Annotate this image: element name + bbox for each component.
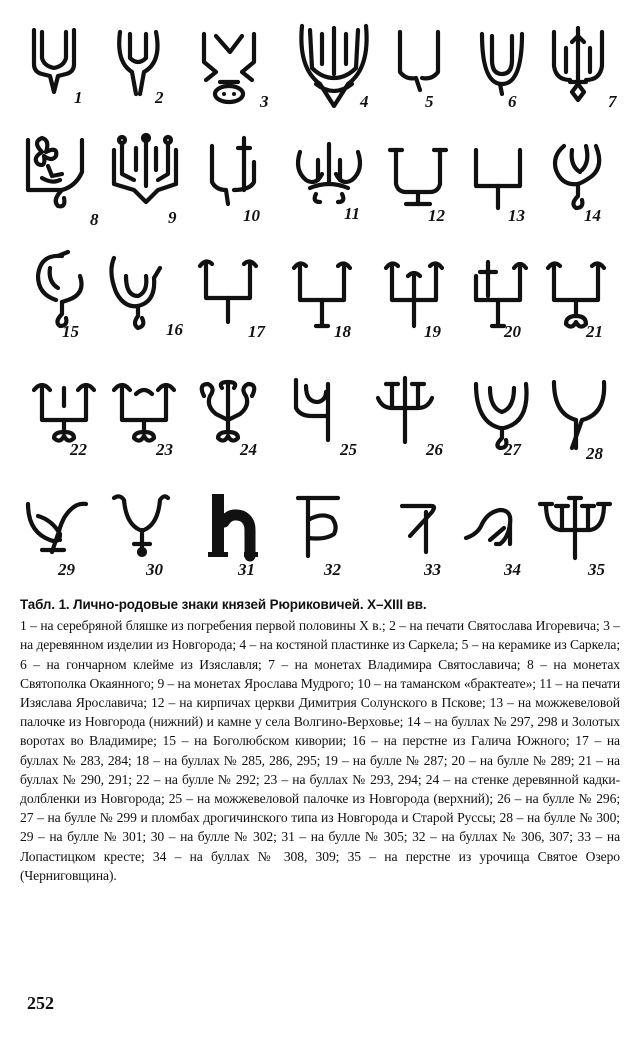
sign-label: 32 xyxy=(324,560,341,579)
sign-12 xyxy=(386,140,454,210)
sign-label: 33 xyxy=(424,560,441,579)
sign-label: 9 xyxy=(168,208,177,227)
sign-19 xyxy=(382,254,446,330)
page-number: 252 xyxy=(27,993,54,1013)
sign-label: 2 xyxy=(155,88,164,107)
sign-label: 12 xyxy=(428,206,445,225)
table-caption xyxy=(20,595,620,885)
sign-label: 7 xyxy=(608,92,617,111)
sign-label: 27 xyxy=(504,440,521,459)
sign-35 xyxy=(540,492,610,564)
sign-label: 11 xyxy=(344,204,361,223)
sign-7 xyxy=(548,22,612,102)
sign-17 xyxy=(196,252,260,328)
sign-label: 8 xyxy=(90,210,99,229)
sign-label: 29 xyxy=(58,560,75,579)
sign-label: 25 xyxy=(340,440,357,459)
sign-label: 19 xyxy=(424,322,441,341)
sign-24 xyxy=(194,376,264,446)
sign-label: 13 xyxy=(508,206,525,225)
sign-3 xyxy=(196,22,266,112)
sign-18 xyxy=(290,254,354,330)
sign-label: 31 xyxy=(238,560,255,579)
sign-label: 4 xyxy=(360,92,369,111)
sign-label: 21 xyxy=(586,322,603,341)
sign-label: 20 xyxy=(504,322,521,341)
sign-label: 26 xyxy=(426,440,443,459)
caption-title: Табл. 1. Лично-родовые знаки князей Рюриковичей. X–XIII вв. xyxy=(20,597,427,612)
sign-13 xyxy=(468,140,530,210)
sign-label: 16 xyxy=(166,320,183,339)
caption-body: 1 – на серебряной бляшке из погребения первой половины X в.; 2 – на печати Святослава Игоревича; 3 – на деревянном изделии из Новгорода; 4 – на костяной пластинке из Саркела; 5 – на керамике из Саркела; 6 – на гончарном клейме из Изяславля; 7 – на монетах Владимира Святославича; 8 – на монетах Святополка Окаянного; 9 – на монетах Ярослава Мудрого; 10 – на таманском «брактеате»; 11 – на печати Изяслава Ярославича; 12 – на кирпичах церкви Димитрия Солунского в Пскове; 13 – на можжевеловой палочке из Новгорода (нижний) и камне у села Волгино-Верховье; 14 – на буллах № 297, 298 и Золотых воротах во Владимире; 15 – на Боголюбском кивории; 16 – на перстне из Галича Южного; 17 – на буллах № 283, 284; 18 – на буллах № 285, 286, 295; 19 – на булле № 287; 20 – на булле № 289; 21 – на буллах № 290, 291; 22 – на булле № 292; 23 – на буллах № 293, 294; 24 – на стенке деревянной кадки-долбленки из Новгорода; 25 – на можжевеловой палочке из Новгорода (верхний); 26 – на булле № 296; 27 – на булле № 299 и пломбах дрогичинского типа из Новгорода и Старой Руссы; 28 – на булле № 300; 29 – на булле № 301; 30 – на булле № 302; 31 – на булле № 305; 32 – на буллах № 306, 307; 33 – на Лопастицком кресте; 34 – на буллах № 308, 309; 35 – на перстне из урочища Святое Озеро (Черниговщина). xyxy=(20,618,620,883)
sign-label: 22 xyxy=(70,440,87,459)
sign-34 xyxy=(460,494,524,554)
sign-20 xyxy=(466,254,530,330)
sign-label: 5 xyxy=(425,92,434,111)
sign-14 xyxy=(546,136,608,212)
sign-29 xyxy=(24,494,90,558)
sign-32 xyxy=(292,490,352,560)
sign-33 xyxy=(396,492,446,562)
sign-label: 18 xyxy=(334,322,351,341)
sign-27 xyxy=(470,374,534,450)
sign-label: 10 xyxy=(243,206,260,225)
sign-label: 15 xyxy=(62,322,79,341)
sign-6 xyxy=(476,24,536,94)
sign-30 xyxy=(110,490,174,560)
sign-23 xyxy=(110,376,176,446)
sign-15 xyxy=(28,248,90,328)
sign-label: 23 xyxy=(156,440,173,459)
sign-label: 6 xyxy=(508,92,517,111)
sign-label: 17 xyxy=(248,322,265,341)
sign-label: 34 xyxy=(504,560,521,579)
sign-8 xyxy=(22,130,92,210)
sign-25 xyxy=(288,374,348,446)
sign-label: 30 xyxy=(146,560,163,579)
sign-5 xyxy=(392,24,452,94)
sign-label: 35 xyxy=(588,560,605,579)
sign-28 xyxy=(546,374,612,454)
sign-31 xyxy=(206,490,256,562)
sign-16 xyxy=(104,250,168,330)
sign-22 xyxy=(30,376,96,446)
sign-10 xyxy=(204,132,264,212)
sign-11 xyxy=(292,140,366,210)
sign-label: 24 xyxy=(240,440,257,459)
sign-label: 28 xyxy=(586,444,603,463)
sign-label: 14 xyxy=(584,206,601,225)
sign-26 xyxy=(372,374,438,446)
sign-9 xyxy=(108,130,182,210)
sign-label: 1 xyxy=(74,88,83,107)
sign-label: 3 xyxy=(260,92,269,111)
